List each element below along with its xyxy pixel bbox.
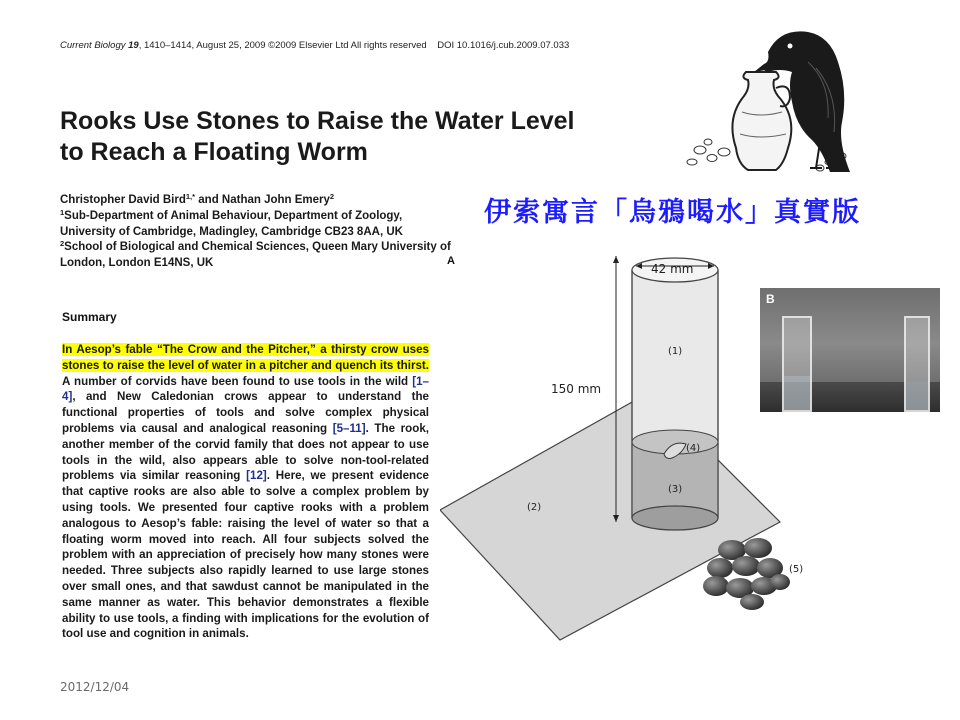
figure-panel-b-label: B (766, 292, 775, 306)
summary-part-1: A number of corvids have been found to use tools in the wild (62, 374, 413, 388)
doi: DOI 10.1016/j.cub.2009.07.033 (437, 40, 570, 51)
author-1: Christopher David Bird (60, 194, 186, 206)
photo-water-left (784, 376, 810, 410)
tube-bottom (632, 506, 718, 530)
figure-panel-a-label: A (447, 255, 455, 267)
summary-part-4: . Here, we present evidence that captive rooks are also able to solve a complex problem by using tools. We presented four captive rooks with a problem analogous to Aesop’s fable: raising the level of water so that a floating worm moved into reach. All four subjects solved the problem with an appreciation of precisely how many stones were needed. Three subjects also rapidly learned to use large stones over small ones, and that sawdust cannot be manipulated in the same manner as water. This behavior demonstrates a flexible ability to use tools, a finding with implications for the evolution of tool use and cognition in animals. (62, 469, 430, 641)
label-worm: (4) (686, 443, 701, 454)
label-base: (2) (527, 502, 542, 513)
citation-line (60, 40, 569, 51)
base-plate (440, 392, 780, 640)
affiliation-1-sup: 1 (60, 207, 65, 217)
affiliation-1-text: Sub-Department of Animal Behaviour, Department of Zoology, University of Cambridge, Madingley, Cambridge CB23 8AA, UK (60, 209, 403, 238)
label-water: (3) (668, 484, 683, 495)
affiliation-2-sup: 2 (60, 239, 65, 249)
author-names (60, 193, 460, 209)
photo-tube-left (782, 316, 812, 412)
summary-text (62, 342, 429, 642)
crow-pitcher-illustration (680, 22, 880, 180)
photo-water-right (906, 382, 928, 410)
date-stamp: 2012/12/04 (60, 680, 130, 694)
tube-height-label: 150 mm (551, 382, 602, 396)
photo-tube-right (904, 316, 930, 412)
affiliation-2-text: School of Biological and Chemical Sciences, Queen Mary University of London, London E14NS, UK (60, 241, 451, 270)
experiment-diagram (440, 250, 800, 670)
journal-volume: 19 (128, 40, 139, 51)
affiliation-1 (60, 209, 460, 241)
paper-title: Rooks Use Stones to Raise the Water Level to Reach a Floating Worm (60, 107, 575, 166)
summary-heading: Summary (62, 310, 117, 324)
reference-link-3[interactable]: [12] (246, 469, 267, 483)
highlighted-sentence: In Aesop’s fable “The Crow and the Pitcher,” a thirsty crow uses stones to raise the level of water in a pitcher and quench its thirst. (62, 343, 429, 372)
label-tube: (1) (668, 346, 683, 357)
summary-part-2: , and New Caledonian crows appear to understand the functional properties of tools and solve complex physical problems via causal and analogical reasoning (62, 390, 429, 435)
tube-width-label: 42 mm (651, 262, 694, 276)
journal-name: Current Biology (60, 40, 126, 51)
author-1-sup: 1,* (185, 192, 196, 201)
photo-panel-b (760, 288, 940, 412)
citation-details: , 1410–1414, August 25, 2009 ©2009 Elsevier Ltd All rights reserved (138, 40, 427, 51)
chinese-title: 伊索寓言「烏鴉喝水」真實版 (484, 197, 861, 228)
reference-link-2[interactable]: [5–11] (332, 421, 366, 435)
author-block (60, 193, 460, 272)
author-2-sup: 2 (329, 192, 335, 201)
author-2: and Nathan John Emery (195, 194, 330, 206)
reference-link-1[interactable]: [1–4] (62, 374, 429, 404)
label-stones: (5) (789, 564, 804, 575)
summary-part-3: . The rook, another member of the corvid family that does not appear to use tools in the wild, also appears able to solve non-tool-related problems via similar reasoning (62, 421, 429, 483)
affiliation-2 (60, 240, 460, 272)
